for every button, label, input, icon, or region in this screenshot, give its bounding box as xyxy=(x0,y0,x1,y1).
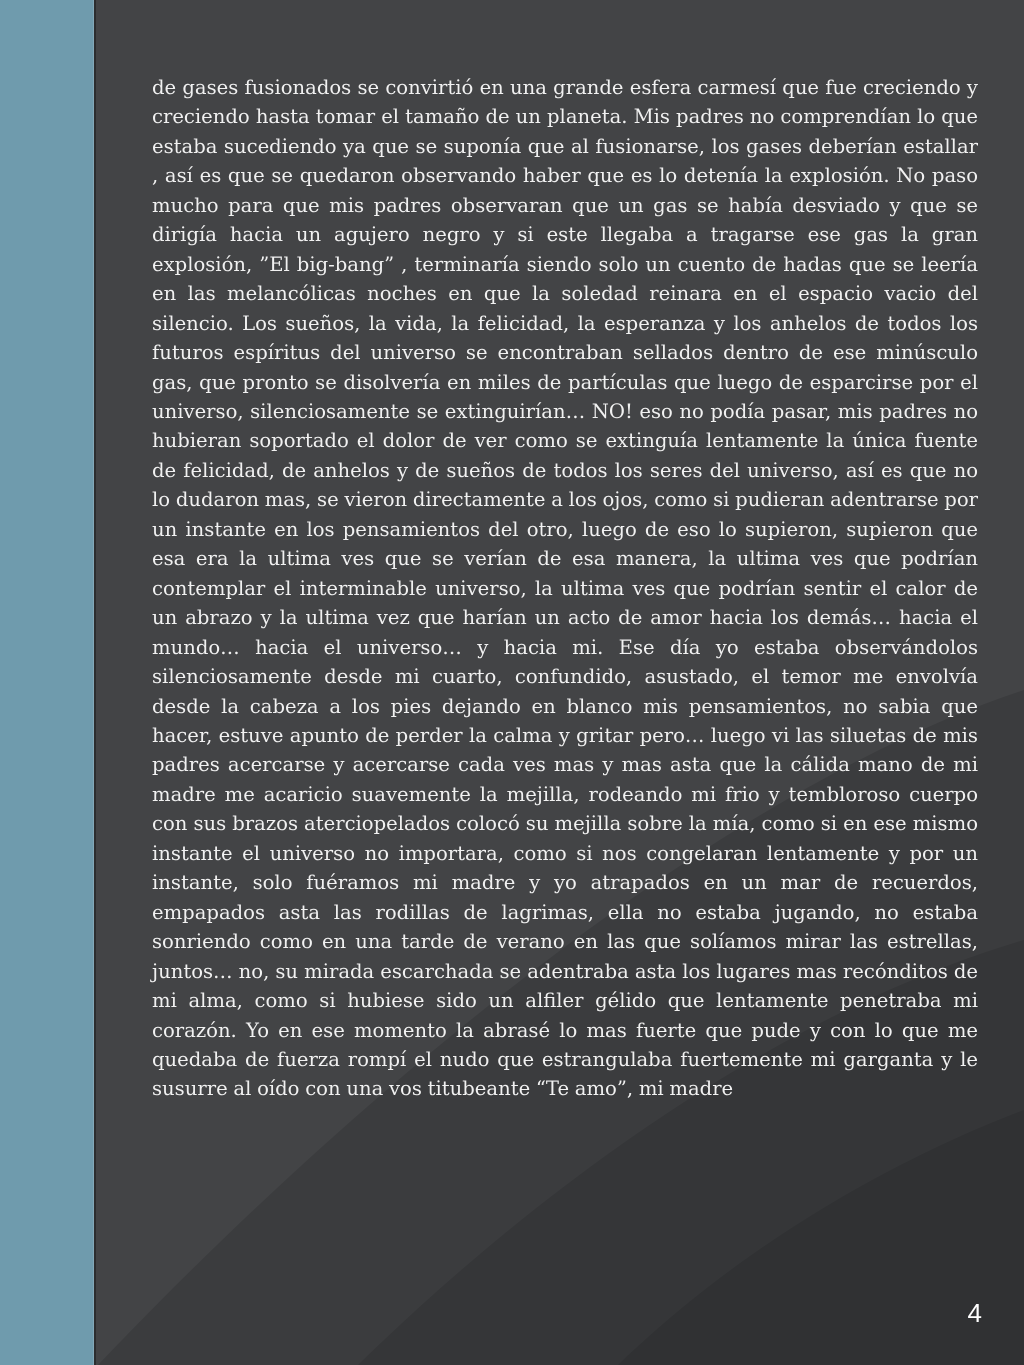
page-number: 4 xyxy=(967,1298,982,1328)
story-body-text: de gases fusionados se convirtió en una grande esfera carmesí que fue creciendo y creciendo hasta tomar el tamaño de un planeta. Mis padres no comprendían lo que estaba sucediendo ya que se suponía que al fusionarse, los gases deberían estallar , así es que se quedaron observando haber que es lo detenía la explosión. No paso mucho para que mis padres observaran que un gas se había desviado y que se dirigía hacia un agujero negro y si este llegaba a tragarse ese gas la gran explosión, ”El big-bang” , terminaría siendo solo un cuento de hadas que se leería en las melancólicas noches en que la soledad reinara en el espacio vacio del silencio. Los sueños, la vida, la felicidad, la esperanza y los anhelos de todos los futuros espíritus del universo se encontraban sellados dentro de ese minúsculo gas, que pronto se disolvería en miles de partículas que luego de esparcirse por el universo, silenciosamente se extinguirían… NO! eso no podía pasar, mis padres no hubieran soportado el dolor de ver como se extinguía lentamente la única fuente de felicidad, de anhelos y de sueños de todos los seres del universo, así es que no lo dudaron mas, se vieron directamente a los ojos, como si pudieran adentrarse por un instante en los pensamientos del otro, luego de eso lo supieron, supieron que esa era la ultima ves que se verían de esa manera, la ultima ves que podrían contemplar el interminable universo, la ultima ves que podrían sentir el calor de un abrazo y la ultima vez que harían un acto de amor hacia los demás… hacia el mundo… hacia el universo… y hacia mi. Ese día yo estaba observándolos silenciosamente desde mi cuarto, confundido, asustado, el temor me envolvía desde la cabeza a los pies dejando en blanco mis pensamientos, no sabia que hacer, estuve apunto de perder la calma y gritar pero… luego vi las siluetas de mis padres acercarse y acercarse cada ves mas y mas asta que la cálida mano de mi madre me acaricio suavemente la mejilla, rodeando mi frio y tembloroso cuerpo con sus brazos aterciopelados colocó su mejilla sobre la mía, como si en ese mismo instante el universo no importara, como si nos congelaran lentamente y por un instante, solo fuéramos mi madre y yo atrapados en un mar de recuerdos, empapados asta las rodillas de lagrimas, ella no estaba jugando, no estaba sonriendo como en una tarde de verano en las que solíamos mirar las estrellas, juntos… no, su mirada escarchada se adentraba asta los lugares mas recónditos de mi alma, como si hubiese sido un alfiler gélido que lentamente penetraba mi corazón. Yo en ese momento la abrasé lo mas fuerte que pude y con lo que me quedaba de fuerza rompí el nudo que estrangulaba fuertemente mi garganta y le susurre al oído con una vos titubeante “Te amo”, mi madre xyxy=(152,76,978,1101)
sidebar-accent-bar xyxy=(0,0,96,1365)
